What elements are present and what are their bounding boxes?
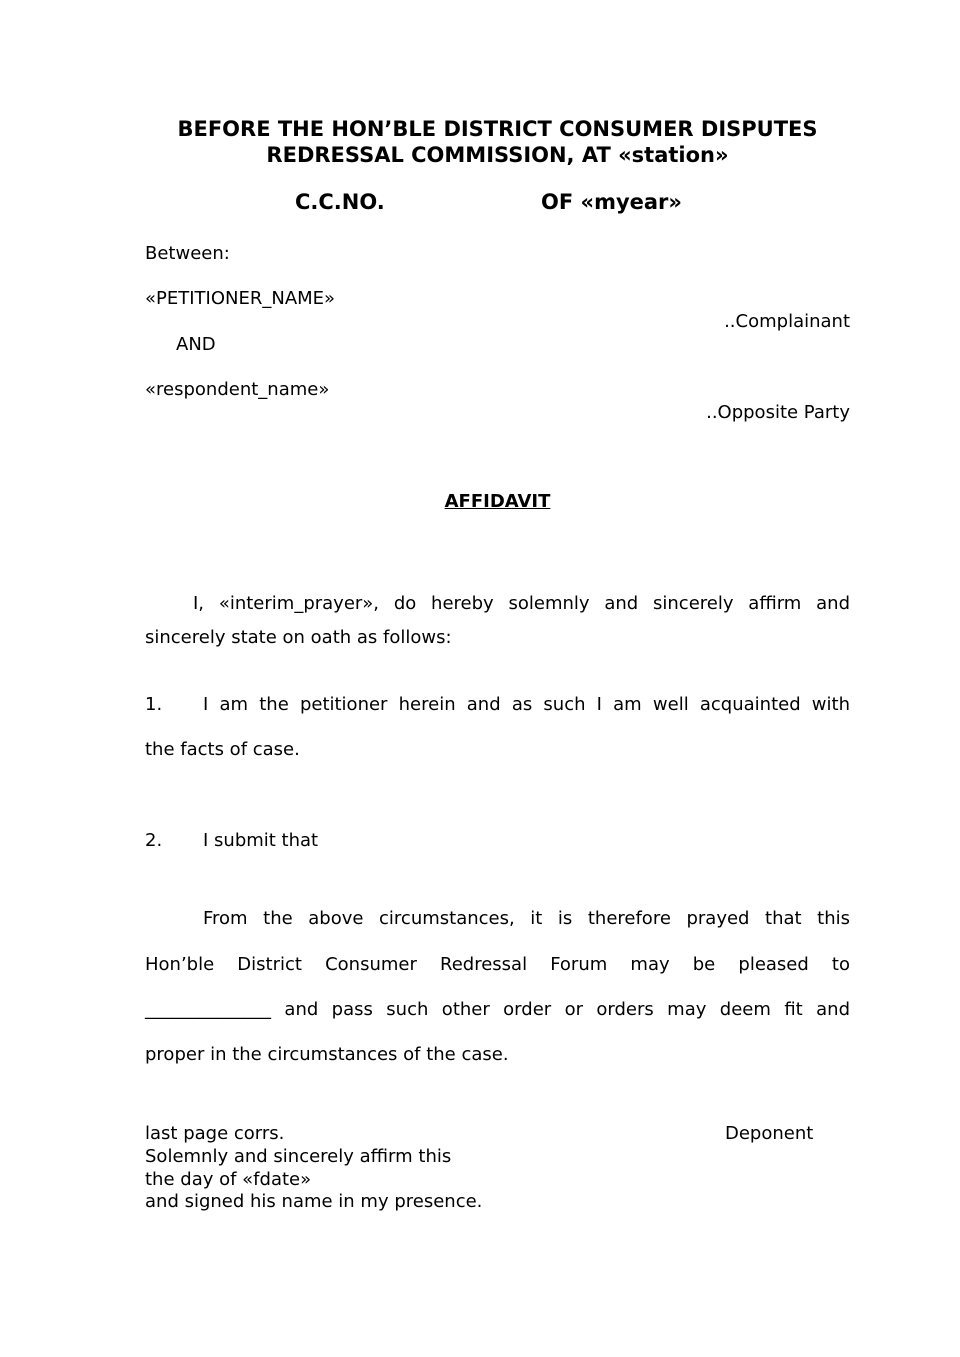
- prayer-line-2: Hon’ble District Consumer Redressal Forum may be pleased to: [145, 954, 850, 975]
- item-1-line-1: I am the petitioner herein and as such I am well acquainted with: [203, 694, 850, 715]
- affidavit-heading: AFFIDAVIT: [444, 491, 551, 512]
- complainant-label: ..Complainant: [724, 311, 850, 332]
- respondent-name: «respondent_name»: [145, 379, 330, 400]
- document-title: [145, 116, 850, 168]
- deponent-label: Deponent: [725, 1123, 814, 1144]
- opposite-party-label: ..Opposite Party: [706, 402, 850, 423]
- petitioner-name: «PETITIONER_NAME»: [145, 288, 336, 309]
- item-1-line-2: the facts of case.: [145, 739, 300, 760]
- title-line-1: BEFORE THE HON’BLE DISTRICT CONSUMER DISPUTES: [177, 117, 818, 141]
- intro-line-1: I, «interim_prayer», do hereby solemnly and sincerely affirm and: [193, 593, 850, 614]
- signed-line: and signed his name in my presence.: [145, 1191, 483, 1212]
- between-label: Between:: [145, 243, 230, 264]
- case-number-label: C.C.NO.: [295, 190, 385, 214]
- title-line-2: REDRESSAL COMMISSION, AT «station»: [266, 143, 729, 167]
- prayer-line-3: ______________ and pass such other order or orders may deem fit and: [145, 999, 850, 1020]
- last-page-note: last page corrs.: [145, 1123, 285, 1144]
- item-2-text: I submit that: [203, 830, 319, 851]
- affirm-line: Solemnly and sincerely affirm this: [145, 1146, 452, 1167]
- prayer-line-4: proper in the circumstances of the case.: [145, 1044, 509, 1065]
- and-label: AND: [176, 334, 216, 355]
- prayer-line-1: From the above circumstances, it is therefore prayed that this: [203, 908, 850, 929]
- intro-line-2: sincerely state on oath as follows:: [145, 627, 452, 648]
- day-of-line: the day of «fdate»: [145, 1169, 312, 1190]
- item-1-number: 1.: [145, 694, 163, 715]
- case-year-label: OF «myear»: [541, 190, 682, 214]
- item-2-number: 2.: [145, 830, 163, 851]
